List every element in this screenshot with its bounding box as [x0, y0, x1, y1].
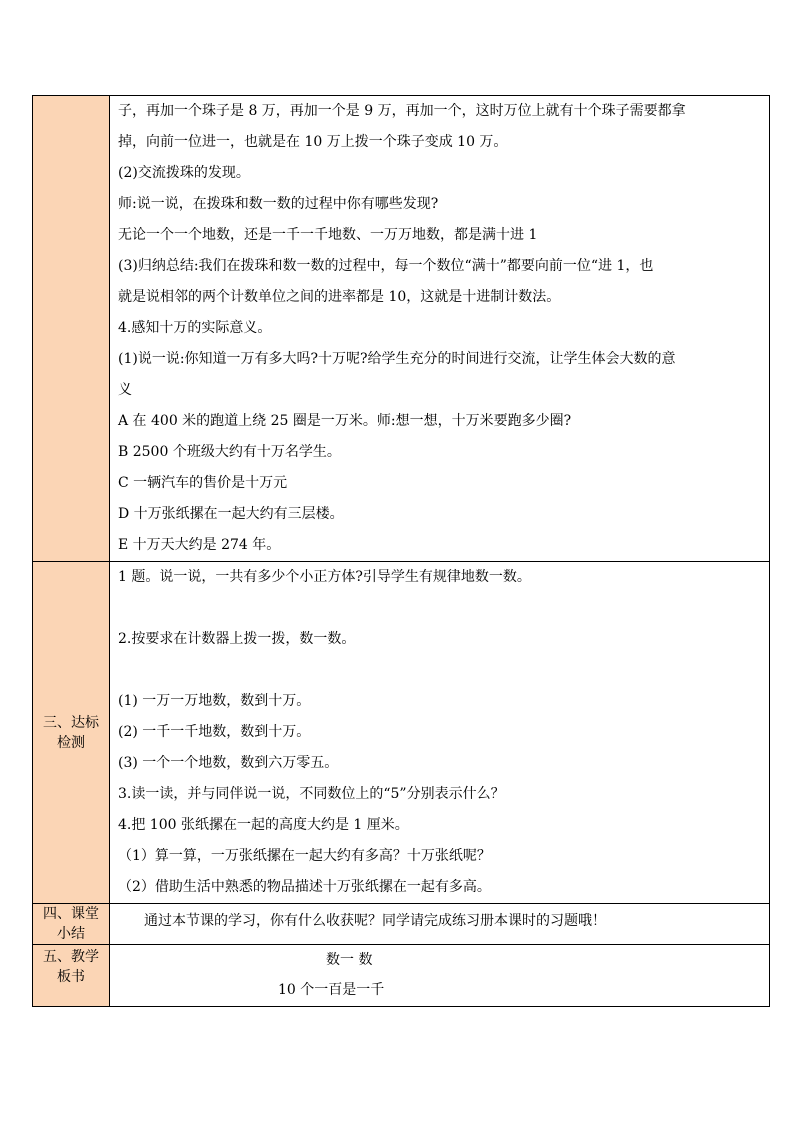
section-label [43, 713, 99, 753]
summary-row-label [33, 904, 110, 945]
process-line: B 2500 个班级大约有十万名学生。 [118, 444, 341, 460]
process-line: (2)交流拨珠的发现。 [118, 165, 250, 181]
section-label-line: 小结 [57, 926, 85, 942]
section-label-line: 板书 [57, 969, 85, 985]
summary-row-content [110, 904, 770, 945]
test-line: （1）算一算，一万张纸摞在一起大约有多高？十万张纸呢？ [118, 848, 491, 864]
process-line: 掉，向前一位进一，也就是在 10 万上拨一个珠子变成 10 万。 [118, 134, 508, 150]
section-label [43, 904, 99, 944]
board-row-label [33, 945, 110, 1007]
process-line: 师:说一说，在拨珠和数一数的过程中你有哪些发现? [118, 196, 439, 212]
board-row [33, 945, 770, 1007]
test-line: (3) 一个一个地数，数到六万零五。 [118, 755, 339, 771]
process-line: 就是说相邻的两个计数单位之间的进率都是 10，这就是十进制计数法。 [118, 289, 561, 305]
section-label-line: 三、达标 [43, 714, 99, 731]
test-line: 4.把 100 张纸摞在一起的高度大约是 1 厘米。 [118, 817, 409, 833]
process-line: 子，再加一个珠子是 8 万，再加一个是 9 万，再加一个，这时万位上就有十个珠子需要都拿 [118, 103, 686, 119]
test-row-content [110, 562, 770, 904]
board-title: 数一 数 [326, 952, 373, 968]
section-label-line: 检测 [57, 734, 85, 751]
section-label-line: 五、教学 [43, 949, 99, 965]
process-line: 4.感知十万的实际意义。 [118, 320, 272, 336]
process-line: E 十万天大约是 274 年。 [118, 537, 281, 553]
process-row [33, 96, 770, 562]
board-line: 10 个一百是一千 [278, 982, 385, 998]
process-line: A 在 400 米的跑道上绕 25 圈是一万米。师:想一想，十万米要跑多少圈? [118, 413, 572, 429]
section-label-line: 四、课堂 [43, 906, 99, 922]
board-row-content [110, 945, 770, 1007]
test-line: （2）借助生活中熟悉的物品描述十万张纸摞在一起有多高。 [118, 879, 491, 895]
process-line: D 十万张纸摞在一起大约有三层楼。 [118, 506, 344, 522]
process-line: 无论一个一个地数，还是一千一千地数、一万万地数，都是满十进 1 [118, 227, 538, 243]
test-line: 3.读一读，并与同伴说一说，不同数位上的“5”分别表示什么？ [118, 786, 505, 802]
process-line: (3)归纳总结:我们在拨珠和数一数的过程中，每一个数位“满十”都要向前一位“进 1，也 [118, 258, 654, 274]
lesson-plan-table [32, 95, 770, 1007]
process-line: 义 [118, 382, 132, 398]
test-line: 2.按要求在计数器上拨一拨，数一数。 [118, 631, 356, 647]
summary-text: 通过本节课的学习，你有什么收获呢？同学请完成练习册本课时的习题哦！ [144, 913, 606, 929]
process-row-label-cell [33, 96, 110, 562]
section-label [43, 947, 99, 987]
test-row-label [33, 562, 110, 904]
summary-row [33, 904, 770, 945]
process-line: C 一辆汽车的售价是十万元 [118, 475, 288, 491]
blank-line [118, 593, 763, 624]
process-line: (1)说一说:你知道一万有多大吗?十万呢?给学生充分的时间进行交流，让学生体会大数的意 [118, 351, 676, 367]
blank-line [118, 655, 763, 686]
process-row-content [110, 96, 770, 562]
test-line: (2) 一千一千地数，数到十万。 [118, 724, 311, 740]
test-line: (1) 一万一万地数，数到十万。 [118, 693, 311, 709]
test-row [33, 562, 770, 904]
test-line: 1 题。说一说，一共有多少个小正方体?引导学生有规律地数一数。 [118, 569, 531, 585]
